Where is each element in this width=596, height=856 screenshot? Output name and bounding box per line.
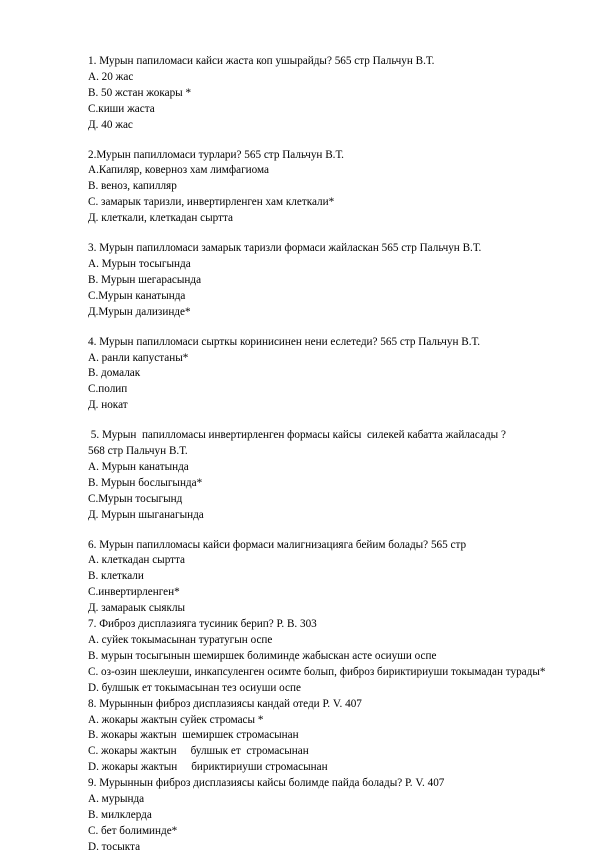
question-7-option-d: D. булшык ет токымасынан тез осиуши оспе (88, 681, 301, 694)
question-8-option-a: А. жокары жактын суйек стромасы * (88, 713, 264, 726)
question-1-option-a: А. 20 жас (88, 70, 134, 83)
question-4-option-d: Д. нокат (88, 399, 128, 412)
question-3-option-a: А. Мурын тосыгында (88, 257, 191, 270)
question-5-source: 568 стр Пальчун В.Т. (88, 445, 188, 458)
question-1-text: 1. Мурын папиломаси кайси жаста коп ушырайды? 565 стр Пальчун В.Т. (88, 55, 435, 67)
question-8-option-c: С. жокары жактын булшык ет стромасынан (88, 745, 309, 758)
question-7-option-b: В. мурын тосыгынын шемиршек болиминде жабыскан асте осиуши оспе (88, 649, 437, 662)
question-9-option-a: А. мурында (88, 793, 145, 806)
question-8-option-b: В. жокары жактын шемиршек стромасынан (88, 729, 299, 742)
question-2-option-b: В. веноз, капилляр (88, 180, 177, 193)
question-6-option-b: В. клеткали (88, 570, 144, 583)
question-block-4 (88, 335, 558, 415)
question-3-option-d: Д.Мурын дализинде* (88, 305, 191, 318)
question-6-option-c: С.инвертирленген* (88, 586, 180, 599)
question-block-3 (88, 241, 558, 321)
question-4-option-b: В. домалак (88, 367, 141, 380)
question-block-6-9 (88, 538, 558, 856)
question-5-option-d: Д. Мурын шыганагында (88, 508, 204, 521)
question-4-text: 4. Мурын папилломаси сырткы коринисинен нени еслетеди? 565 стр Пальчун В.Т. (88, 335, 480, 348)
question-5-option-a: А. Мурын канатында (88, 460, 189, 473)
question-5-option-c: С.Мурын тосыгынд (88, 492, 183, 505)
question-block-2 (88, 148, 558, 228)
question-8-text: 8. Мурыннын фиброз дисплазиясы кандай отеди Р. V. 407 (88, 697, 362, 710)
question-9-option-b: В. милклерда (88, 808, 152, 821)
question-6-option-a: А. клеткадан сыртта (88, 554, 186, 567)
question-3-text: 3. Мурын папилломаси замарык таризли формаси жайласкан 565 стр Пальчун В.Т. (88, 242, 482, 255)
question-2-option-c: С. замарык таризли, инвертирленген хам клеткали* (88, 196, 335, 209)
question-5-option-b: В. Мурын бослыгында* (88, 476, 203, 489)
question-1-option-c: С.киши жаста (88, 102, 155, 115)
question-9-text: 9. Мурыннын фиброз дисплазиясы кайсы болимде пайда болады? Р. V. 407 (88, 777, 445, 790)
question-9-option-d: D. тосыкта (88, 840, 141, 853)
question-2-option-a: А.Капиляр, коверноз хам лимфагиома (88, 164, 270, 177)
question-7-option-a: А. суйек токымасынан туратугын оспе (88, 634, 273, 646)
question-3-option-b: В. Мурын шегарасында (88, 273, 202, 286)
question-9-option-c: С. бет болиминде* (88, 824, 178, 837)
question-3-option-c: С.Мурын канатында (88, 289, 186, 302)
question-1-option-b: В. 50 жстан жокары * (88, 86, 192, 99)
question-block-1 (88, 54, 558, 134)
question-6-text: 6. Мурын папилломасы кайси формаси малигнизацияга бейим болады? 565 стр (88, 538, 467, 551)
question-8-option-d: D. жокары жактын бириктириуши стромасынан (88, 761, 328, 774)
question-4-option-c: С.полип (88, 383, 128, 396)
question-block-5 (88, 428, 558, 523)
question-7-text: 7. Фиброз дисплазияга тусиник берип? Р. В. 303 (88, 618, 317, 631)
question-7-option-c: C. оз-озин шеклеуши, инкапсуленген осимте болып, фиброз бириктириуши токымадан турады* (88, 665, 546, 678)
question-5-text: 5. Мурын папилломасы инвертирленген формасы кайсы силекей кабатта жайласады ? (88, 429, 506, 442)
document-body (88, 54, 558, 856)
question-1-option-d: Д. 40 жас (88, 118, 133, 131)
question-6-option-d: Д. замараык сыяклы (88, 602, 186, 615)
question-4-option-a: А. ранли капустаны* (88, 351, 189, 364)
question-2-option-d: Д. клеткали, клеткадан сыртта (88, 212, 233, 225)
question-2-text: 2.Мурын папилломаси турлари? 565 стр Пальчун В.Т. (88, 148, 344, 161)
